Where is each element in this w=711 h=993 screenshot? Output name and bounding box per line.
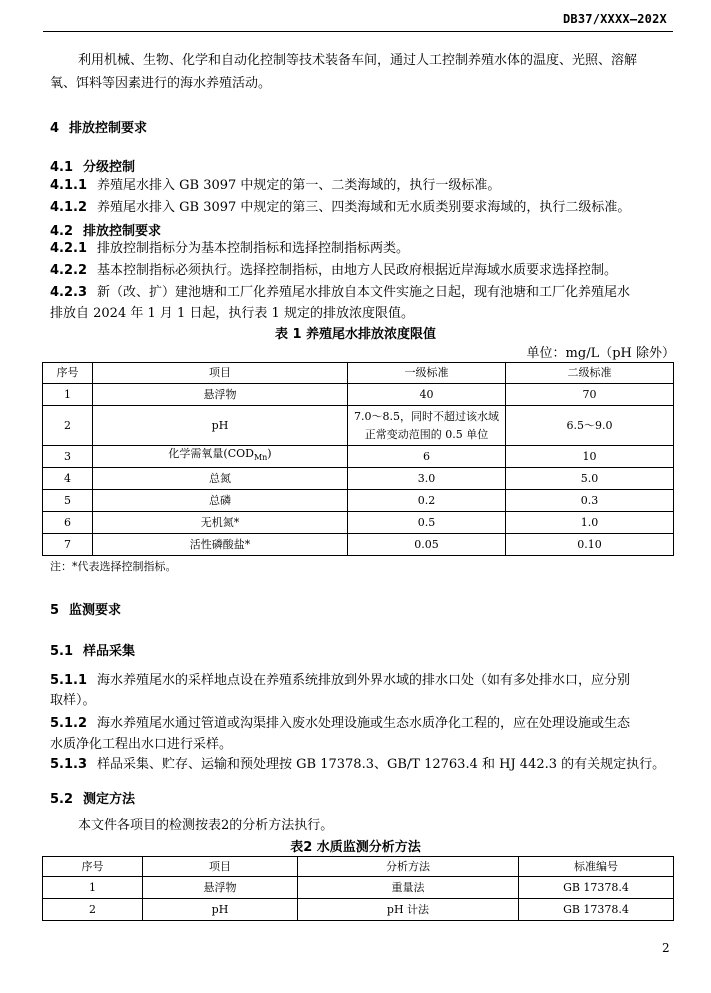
cell-level2: 10 xyxy=(506,446,674,468)
cell-level1 xyxy=(348,406,506,446)
clause-text: 养殖尾水排入 GB 3097 中规定的第三、四类海域和无水质类别要求海域的，执行二级标准。 xyxy=(97,200,631,215)
col-header: 分析方法 xyxy=(298,857,519,877)
cell-method: 重量法 xyxy=(298,877,519,899)
section-5-heading xyxy=(50,599,121,618)
clause-number: 5.1.1 xyxy=(50,673,88,688)
clause-4-2-3-cont: 排放自 2024 年 1 月 1 日起，执行表 1 规定的排放浓度限值。 xyxy=(50,306,414,321)
clause-5-1-3 xyxy=(50,753,665,776)
cell-standard: GB 17378.4 xyxy=(519,899,674,921)
table-row xyxy=(43,899,674,921)
cell-level2: 1.0 xyxy=(506,512,674,534)
clause-4-2-2 xyxy=(50,259,617,282)
cell-level1: 3.0 xyxy=(348,468,506,490)
clause-text: 排放控制指标分为基本控制指标和选择控制指标两类。 xyxy=(97,241,410,256)
table-row xyxy=(43,468,674,490)
table-1-unit: 单位：mg/L（pH 除外） xyxy=(526,346,675,361)
section-number: 4 xyxy=(50,121,60,136)
clause-4-2-3 xyxy=(50,281,630,304)
clause-text: 海水养殖尾水的采样地点设在养殖系统排放到外界水域的排水口处（如有多处排水口，应分别 xyxy=(97,673,631,688)
table-row xyxy=(43,534,674,556)
intro-line-2: 氧、饵料等因素进行的海水养殖活动。 xyxy=(50,76,272,91)
col-header: 二级标准 xyxy=(506,363,674,384)
cell-level1-line-1: 7.0～8.5，同时不超过该水域 xyxy=(354,409,499,423)
cell-item: 活性磷酸盐* xyxy=(93,534,348,556)
section-number: 5.2 xyxy=(50,792,74,807)
clause-5-1-2-cont: 水质净化工程出水口进行采样。 xyxy=(50,737,233,752)
cell-no: 2 xyxy=(43,899,143,921)
col-header: 项目 xyxy=(93,363,348,384)
col-header: 序号 xyxy=(43,857,143,877)
section-4-heading xyxy=(50,117,147,136)
clause-text: 海水养殖尾水通过管道或沟渠排入废水处理设施或生态水质净化工程的，应在处理设施或生态 xyxy=(97,716,631,731)
col-header: 项目 xyxy=(143,857,298,877)
clause-text: 样品采集、贮存、运输和预处理按 GB 17378.3、GB/T 12763.4 和 HJ 442.3 的有关规定执行。 xyxy=(97,757,666,772)
cell-level2: 6.5～9.0 xyxy=(506,406,674,446)
clause-number: 5.1.3 xyxy=(50,757,88,772)
table-1 xyxy=(42,362,674,556)
clause-number: 4.2.3 xyxy=(50,285,88,300)
col-header: 序号 xyxy=(43,363,93,384)
cell-level1: 0.2 xyxy=(348,490,506,512)
cell-item: 悬浮物 xyxy=(143,877,298,899)
cell-item: 无机氮* xyxy=(93,512,348,534)
section-title: 排放控制要求 xyxy=(83,224,162,239)
doc-code: DB37/XXXX—202X xyxy=(563,12,667,26)
table-row xyxy=(43,490,674,512)
clause-number: 4.1.1 xyxy=(50,178,88,193)
section-number: 5.1 xyxy=(50,644,74,659)
section-5-2-heading xyxy=(50,788,135,807)
cell-item: 总氮 xyxy=(93,468,348,490)
cell-no: 3 xyxy=(43,446,93,468)
section-5-1-heading xyxy=(50,640,135,659)
cell-item: pH xyxy=(143,899,298,921)
cell-level1: 0.5 xyxy=(348,512,506,534)
col-header: 一级标准 xyxy=(348,363,506,384)
table-row xyxy=(43,446,674,468)
header-rule xyxy=(43,31,673,32)
clause-text: 基本控制指标必须执行。选择控制指标，由地方人民政府根据近岸海域水质要求选择控制。 xyxy=(97,263,618,278)
cell-item: 悬浮物 xyxy=(93,384,348,406)
cell-no: 1 xyxy=(43,877,143,899)
table-row xyxy=(43,877,674,899)
cell-level2: 0.3 xyxy=(506,490,674,512)
section-number: 4.2 xyxy=(50,224,74,239)
table-2 xyxy=(42,856,674,921)
cell-standard: GB 17378.4 xyxy=(519,877,674,899)
section-title: 测定方法 xyxy=(83,792,136,807)
page-number: 2 xyxy=(662,941,670,955)
section-title: 排放控制要求 xyxy=(69,121,148,136)
clause-number: 5.1.2 xyxy=(50,716,88,731)
clause-text: 新（改、扩）建池塘和工厂化养殖尾水排放自本文件实施之日起，现有池塘和工厂化养殖尾水 xyxy=(97,285,631,300)
section-title: 样品采集 xyxy=(83,644,136,659)
cell-no: 5 xyxy=(43,490,93,512)
table-row xyxy=(43,384,674,406)
section-title: 监测要求 xyxy=(69,603,122,618)
clause-5-1-1-cont: 取样）。 xyxy=(50,693,96,708)
intro-line-1: 利用机械、生物、化学和自动化控制等技术装备车间，通过人工控制养殖水体的温度、光照、溶解 xyxy=(78,53,638,68)
clause-5-1-1 xyxy=(50,669,630,692)
section-number: 5 xyxy=(50,603,60,618)
cell-no: 7 xyxy=(43,534,93,556)
clause-text: 养殖尾水排入 GB 3097 中规定的第一、二类海域的，执行一级标准。 xyxy=(97,178,501,193)
cell-method: pH 计法 xyxy=(298,899,519,921)
table-header-row xyxy=(43,363,674,384)
section-5-2-text: 本文件各项目的检测按表2的分析方法执行。 xyxy=(78,818,334,833)
cod-close: ) xyxy=(267,447,272,461)
cell-item: 总磷 xyxy=(93,490,348,512)
clause-4-1-2 xyxy=(50,196,630,219)
table-1-note: 注：*代表选择控制指标。 xyxy=(50,560,177,573)
clause-5-1-2 xyxy=(50,712,630,735)
clause-4-2-1 xyxy=(50,237,409,260)
table-header-row xyxy=(43,857,674,877)
cell-level2: 0.10 xyxy=(506,534,674,556)
section-number: 4.1 xyxy=(50,160,74,175)
table-1-caption: 表 1 养殖尾水排放浓度限值 xyxy=(274,327,437,342)
table-row xyxy=(43,512,674,534)
clause-number: 4.2.2 xyxy=(50,263,88,278)
clause-number: 4.1.2 xyxy=(50,200,88,215)
cell-no: 1 xyxy=(43,384,93,406)
cell-no: 6 xyxy=(43,512,93,534)
col-header: 标准编号 xyxy=(519,857,674,877)
clause-number: 4.2.1 xyxy=(50,241,88,256)
cod-subscript: Mn xyxy=(253,453,268,463)
cod-label: 化学需氧量(COD xyxy=(168,447,254,461)
cell-item: pH xyxy=(93,406,348,446)
section-4-1-heading xyxy=(50,156,135,175)
cell-no: 4 xyxy=(43,468,93,490)
cell-level1: 0.05 xyxy=(348,534,506,556)
table-2-caption: 表2 水质监测分析方法 xyxy=(290,840,421,855)
cell-no: 2 xyxy=(43,406,93,446)
cell-level2: 5.0 xyxy=(506,468,674,490)
cell-level1: 6 xyxy=(348,446,506,468)
section-title: 分级控制 xyxy=(83,160,136,175)
cell-level1: 40 xyxy=(348,384,506,406)
clause-4-1-1 xyxy=(50,174,500,197)
cell-level2: 70 xyxy=(506,384,674,406)
table-row xyxy=(43,406,674,446)
cell-level1-line-2: 正常变动范围的 0.5 单位 xyxy=(364,427,489,441)
cell-item xyxy=(93,446,348,468)
